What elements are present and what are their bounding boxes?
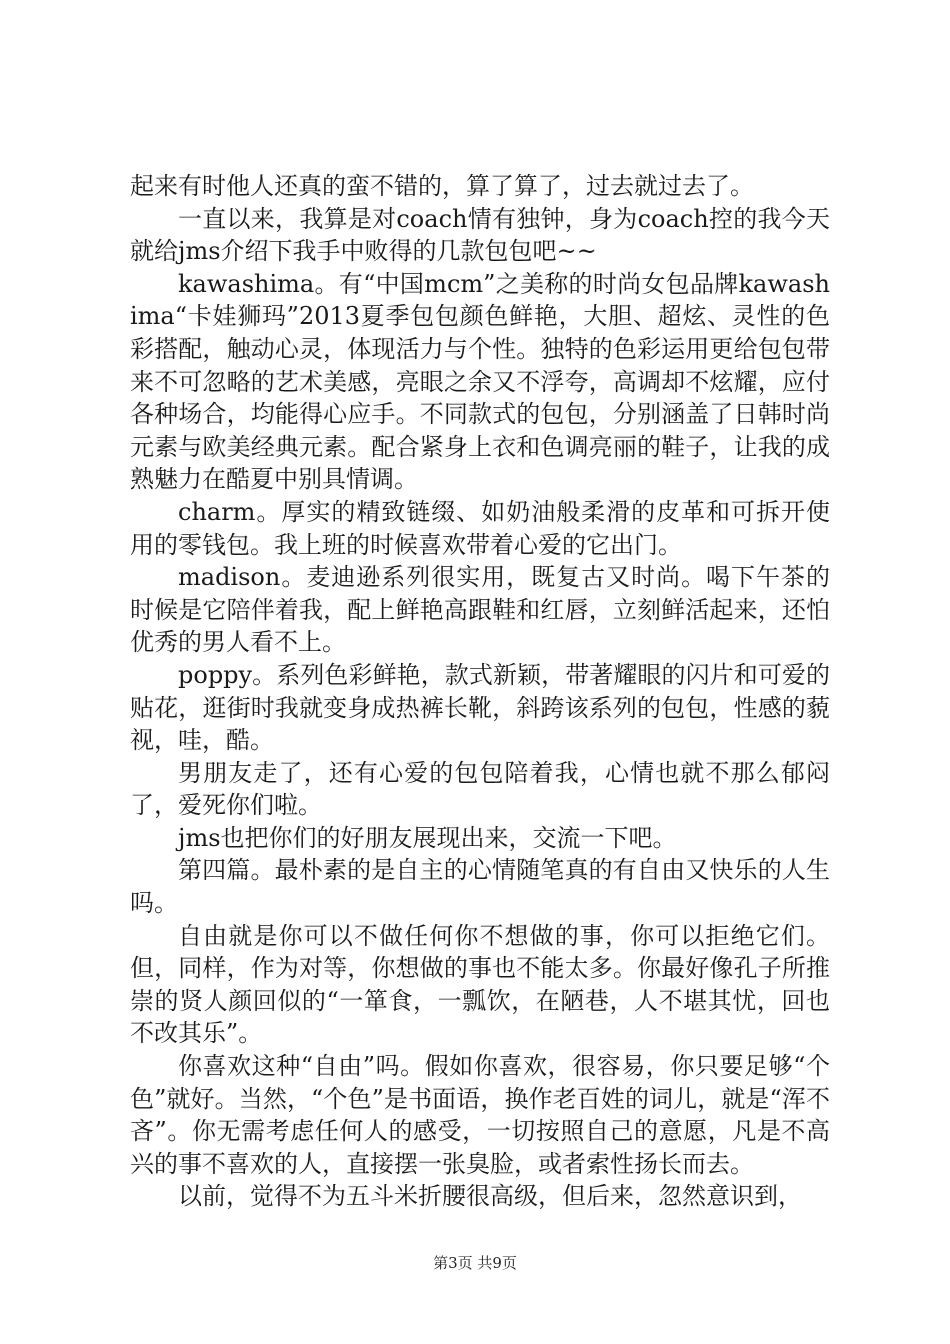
paragraph-coach-intro: 一直以来，我算是对coach情有独钟，身为coach控的我今天就给jms介绍下我手中败得的几款包包吧~~ — [130, 204, 830, 266]
paragraph-boyfriend: 男朋友走了，还有心爱的包包陪着我，心情也就不那么郁闷了，爱死你们啦。 — [130, 758, 830, 820]
page-number-footer: 第3页 共9页 — [433, 1254, 517, 1272]
paragraph-charm: charm。厚实的精致链缀、如奶油般柔滑的皮革和可拆开使用的零钱包。我上班的时候喜欢带着心爱的它出门。 — [130, 497, 830, 559]
paragraph-wudoumi: 以前，觉得不为五斗米折腰很高级，但后来，忽然意识到， — [178, 1182, 802, 1211]
paragraph-poppy: poppy。系列色彩鲜艳，款式新颖，带著耀眼的闪片和可爱的贴花，逛街时我就变身成热裤长靴，斜跨该系列的包包，性感的藐视，哇，酷。 — [130, 660, 830, 755]
paragraph-jms-share: jms也把你们的好朋友展现出来，交流一下吧。 — [178, 823, 677, 852]
paragraph-gese: 你喜欢这种“自由”吗。假如你喜欢，很容易，你只要足够“个色”就好。当然，“个色”是书面语，换作老百姓的词儿，就是“浑不吝”。你无需考虑任何人的感受，一切按照自己的意愿，凡是不高兴的事不喜欢的人，直接摆一张臭脸，或者索性扬长而去。 — [130, 1052, 830, 1178]
paragraph-freedom: 自由就是你可以不做任何你不想做的事，你可以拒绝它们。但，同样，作为对等，你想做的事也不能太多。你最好像孔子所推崇的贤人颜回似的“一箪食，一瓢饮，在陋巷，人不堪其忧，回也不改其乐”。 — [130, 921, 830, 1048]
paragraph-madison: madison。麦迪逊系列很实用，既复古又时尚。喝下午茶的时候是它陪伴着我，配上鲜艳高跟鞋和红唇，立刻鲜活起来，还怕优秀的男人看不上。 — [130, 563, 830, 657]
paragraph-kawashima: kawashima。有“中国mcm”之美称的时尚女包品牌kawashima“卡娃狮玛”2013夏季包包颜色鲜艳，大胆、超炫、灵性的色彩搭配，触动心灵，体现活力与个性。独特的色彩运用更给包包带来不可忽略的艺术美感，亮眼之余又不浮夸，高调却不炫耀，应付各种场合，均能得心应手。不同款式的包包，分别涵盖了日韩时尚元素与欧美经典元素。配合紧身上衣和色调亮丽的鞋子，让我的成熟魅力在酷夏中别具情调。 — [130, 269, 830, 494]
paragraph-section-four-title: 第四篇。最朴素的是自主的心情随笔真的有自由又快乐的人生吗。 — [130, 856, 830, 918]
document-body — [130, 170, 830, 1213]
paragraph-continuation: 起来有时他人还真的蛮不错的，算了算了，过去就过去了。 — [130, 172, 754, 200]
